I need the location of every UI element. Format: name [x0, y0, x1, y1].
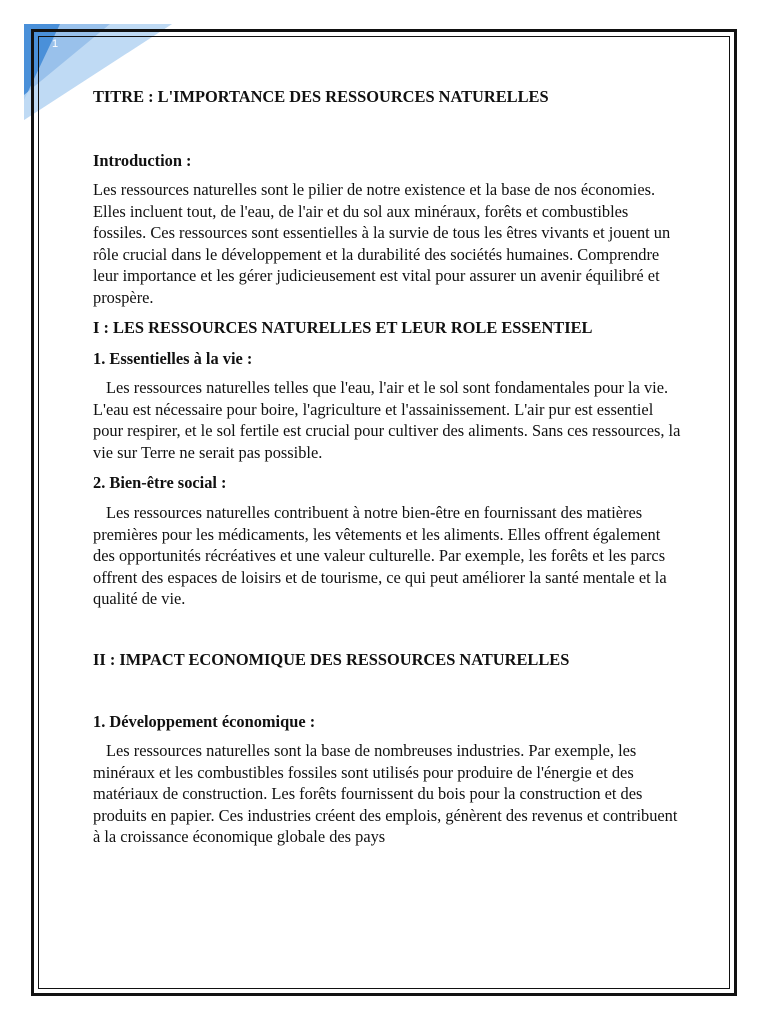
s1-sub2-heading: 2. Bien-être social :	[93, 473, 227, 492]
s1-sub1-paragraph: Les ressources naturelles telles que l'eau, l'air et le sol sont fondamentales pour la vie. L'eau est nécessaire pour boire, l'agriculture et l'assainissement. L'air pur est essentiel pour respirer, et le sol fertile est crucial pour cultiver des aliments. Sans ces ressources, la vie sur Terre ne serait pas possible.	[93, 378, 681, 462]
s1-sub1-heading: 1. Essentielles à la vie :	[93, 349, 253, 368]
section2-heading: II : IMPACT ECONOMIQUE DES RESSOURCES NATURELLES	[93, 650, 570, 669]
page-number: 1	[52, 38, 59, 50]
document-title: TITRE : L'IMPORTANCE DES RESSOURCES NATURELLES	[93, 87, 549, 106]
intro-paragraph: Les ressources naturelles sont le pilier de notre existence et la base de nos économies. Elles incluent tout, de l'eau, de l'air et du sol aux minéraux, forêts et combustibles fossiles. Ces ressources sont essentielles à la survie de tous les êtres vivants et jouent un rôle crucial dans le développement et la durabilité des sociétés humaines. Comprendre leur importance et les gérer judicieusement est vital pour assurer un avenir équilibré et prospère.	[93, 180, 671, 307]
intro-heading: Introduction :	[93, 151, 192, 170]
s2-sub1-paragraph: Les ressources naturelles sont la base de nombreuses industries. Par exemple, les minéraux et les combustibles fossiles sont utilisés pour produire de l'énergie et des matériaux de construction. Les forêts fournissent du bois pour la construction et des produits en papier. Ces industries créent des emplois, génèrent des revenus et contribuent à la croissance économique globale des pays	[93, 741, 678, 846]
s2-sub1-heading: 1. Développement économique :	[93, 712, 316, 731]
section1-heading: I : LES RESSOURCES NATURELLES ET LEUR ROLE ESSENTIEL	[93, 318, 593, 337]
s1-sub2-paragraph: Les ressources naturelles contribuent à notre bien-être en fournissant des matières premières pour les médicaments, les vêtements et les aliments. Elles offrent également des opportunités récréatives et une valeur culturelle. Par exemple, les forêts et les parcs offrent des espaces de loisirs et de tourisme, ce qui peut améliorer la santé mentale et la qualité de vie.	[93, 503, 667, 608]
